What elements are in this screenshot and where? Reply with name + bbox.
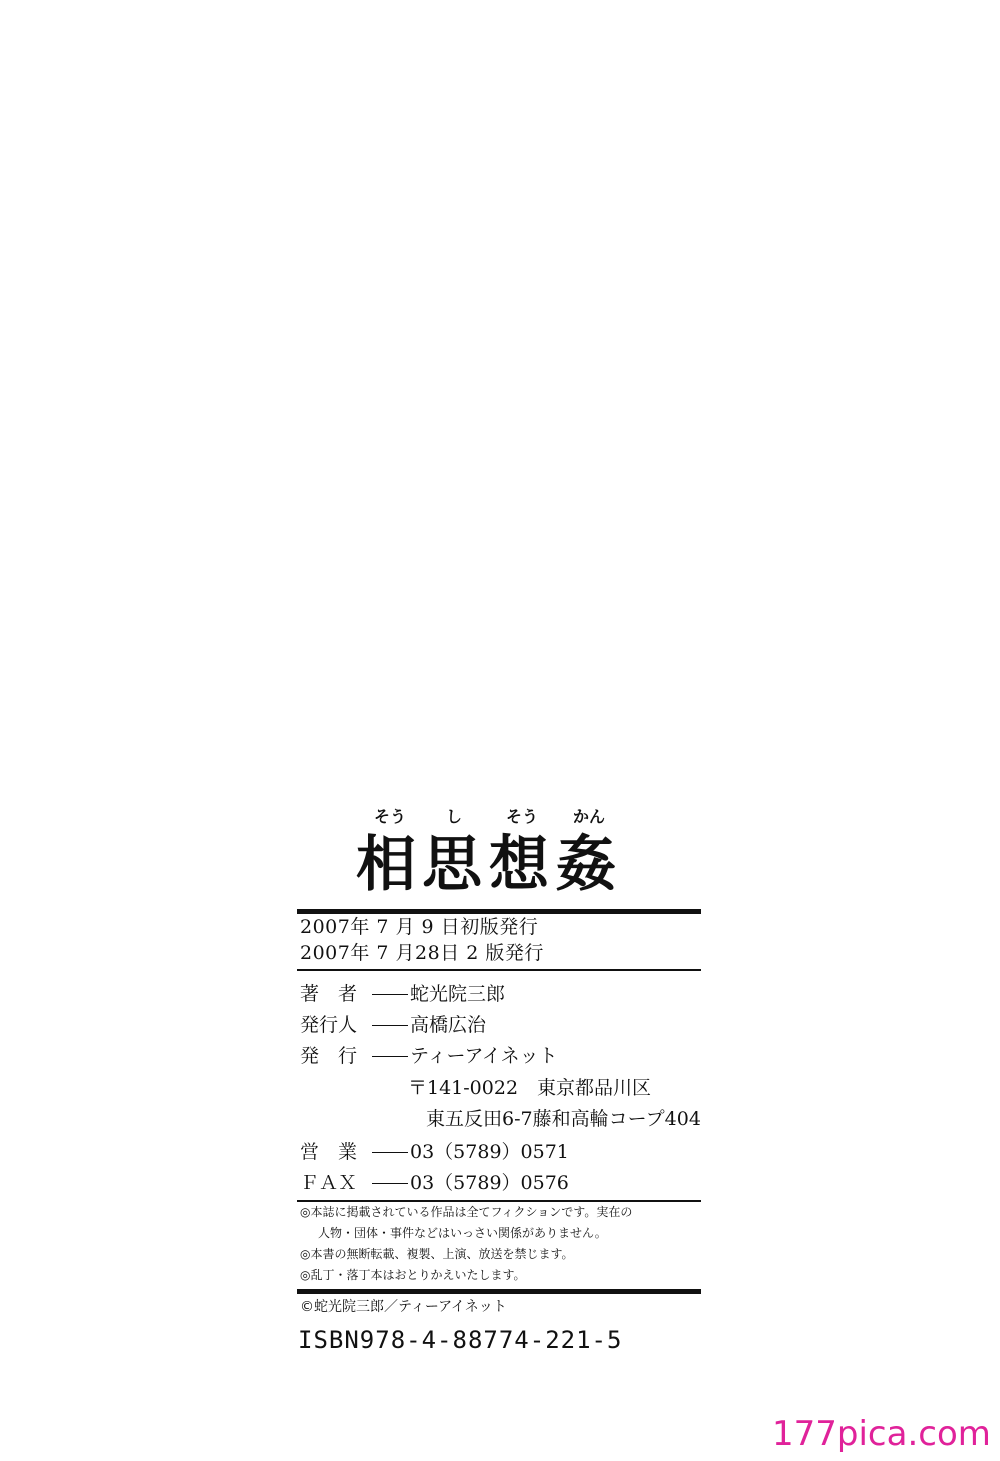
title-char-4: 姦 bbox=[556, 830, 616, 900]
publisher-dash bbox=[372, 1056, 408, 1057]
address-line-2: 東五反田6-7藤和高輪コープ404 bbox=[426, 1108, 701, 1130]
title-char-1: 相 bbox=[356, 830, 416, 900]
title-ruby-3: そう bbox=[506, 807, 539, 826]
title-char-3: 想 bbox=[489, 830, 549, 900]
title-ruby-4: かん bbox=[573, 807, 606, 826]
notice-fiction-cont: 人物・団体・事件などはいっさい関係がありません。 bbox=[318, 1226, 607, 1240]
fax-dash bbox=[372, 1183, 408, 1184]
notice-reproduction: ◎本書の無断転載、複製、上演、放送を禁じます。 bbox=[300, 1247, 574, 1261]
credits-rule bbox=[297, 1200, 701, 1202]
notice-misprint: ◎乱丁・落丁本はおとりかえいたします。 bbox=[300, 1268, 526, 1282]
edition-rule bbox=[297, 969, 701, 971]
sales-phone: 03（5789）0571 bbox=[410, 1141, 569, 1163]
author-dash bbox=[372, 994, 408, 995]
bottom-rule bbox=[297, 1289, 701, 1294]
site-watermark: 177pica.com bbox=[772, 1414, 991, 1454]
publisher-person-dash bbox=[372, 1025, 408, 1026]
sales-label: 営 業 bbox=[300, 1141, 358, 1163]
copyright-line: ©蛇光院三郎／ティーアイネット bbox=[300, 1299, 507, 1315]
publisher-person-label: 発行人 bbox=[300, 1014, 358, 1036]
title-ruby-2: し bbox=[446, 807, 463, 826]
edition-first: 2007年 7 月 9 日初版発行 bbox=[300, 916, 539, 938]
publisher-label: 発 行 bbox=[300, 1045, 358, 1067]
top-rule bbox=[297, 909, 701, 914]
address-line-1: 〒141-0022 東京都品川区 bbox=[408, 1077, 652, 1099]
fax-label: ＦＡＸ bbox=[300, 1172, 358, 1194]
author-name: 蛇光院三郎 bbox=[410, 983, 506, 1005]
fax-number: 03（5789）0576 bbox=[410, 1172, 569, 1194]
publisher-person-name: 高橋広治 bbox=[410, 1014, 487, 1036]
edition-second: 2007年 7 月28日 2 版発行 bbox=[300, 942, 544, 964]
notice-fiction: ◎本誌に掲載されている作品は全てフィクションです。実在の bbox=[300, 1205, 633, 1219]
isbn: ISBN978-4-88774-221-5 bbox=[298, 1326, 623, 1354]
publisher-name: ティーアイネット bbox=[410, 1045, 558, 1067]
title-char-2: 思 bbox=[422, 830, 482, 900]
sales-dash bbox=[372, 1152, 408, 1153]
author-label: 著 者 bbox=[300, 983, 358, 1005]
title-ruby-1: そう bbox=[374, 807, 407, 826]
